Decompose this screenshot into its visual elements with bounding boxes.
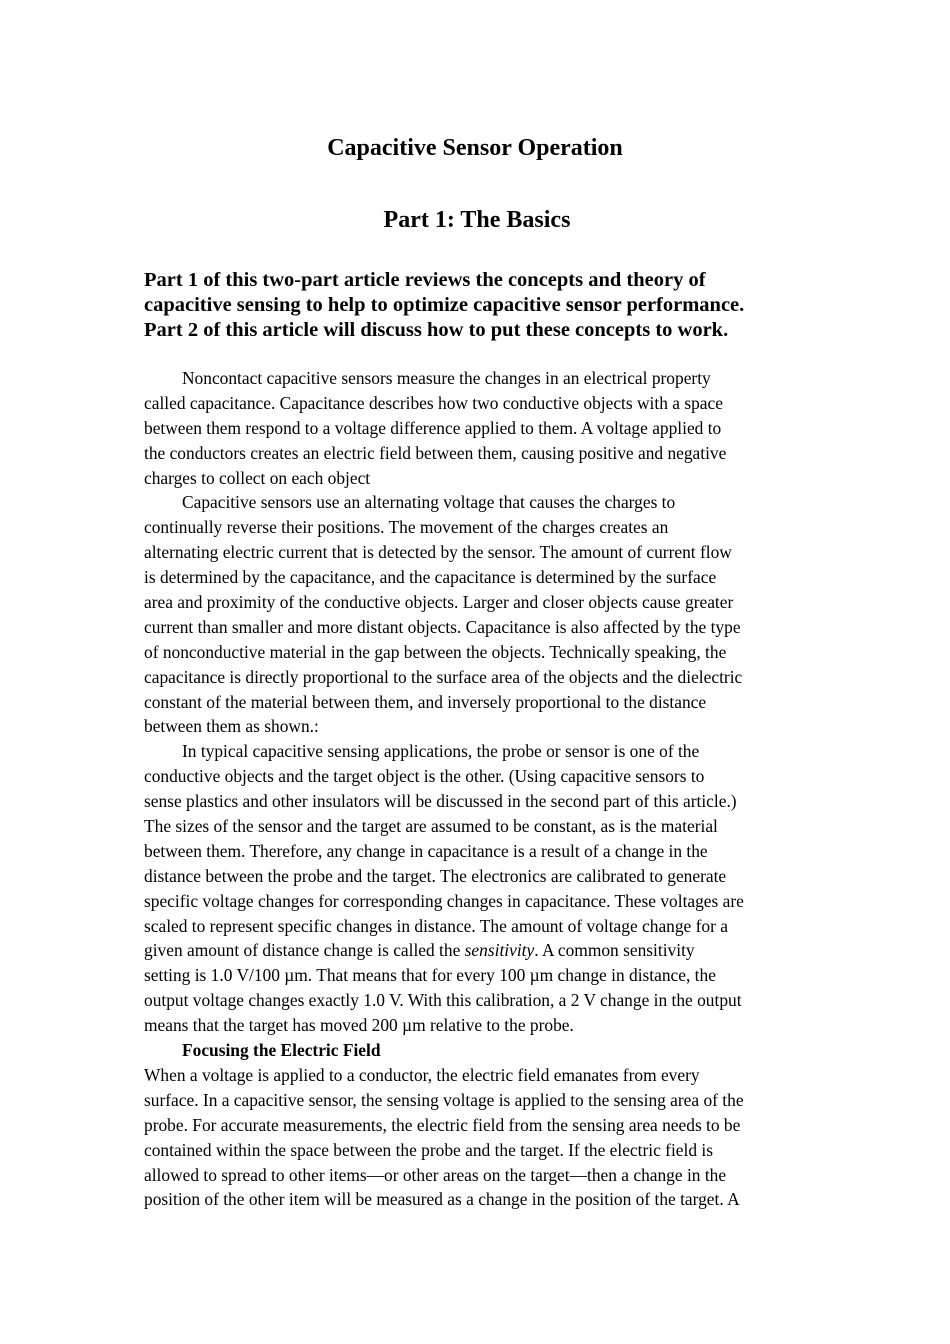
- body-line: When a voltage is applied to a conductor, the electric field emanates from every: [144, 1064, 700, 1085]
- body-line: specific voltage changes for corresponding changes in capacitance. These voltages are: [144, 890, 744, 911]
- body-line: scaled to represent specific changes in distance. The amount of voltage change for a: [144, 915, 728, 936]
- section-heading: Focusing the Electric Field: [182, 1040, 381, 1061]
- body-line: between them. Therefore, any change in capacitance is a result of a change in the: [144, 840, 708, 861]
- body-line: The sizes of the sensor and the target are assumed to be constant, as is the material: [144, 816, 718, 837]
- body-line: alternating electric current that is detected by the sensor. The amount of current flow: [144, 542, 732, 563]
- body-line: between them as shown.:: [144, 716, 319, 737]
- body-line: conductive objects and the target object is the other. (Using capacitive sensors to: [144, 766, 705, 787]
- body-line: charges to collect on each object: [144, 467, 371, 488]
- body-line: [144, 938, 808, 963]
- body-line: between them respond to a voltage difference applied to them. A voltage applied to: [144, 417, 722, 438]
- body-line: capacitance is directly proportional to the surface area of the objects and the dielectric: [144, 666, 743, 687]
- abstract: [144, 268, 808, 343]
- body-line-part: given amount of distance change is called the: [144, 940, 465, 961]
- body-line: called capacitance. Capacitance describes how two conductive objects with a space: [144, 392, 723, 413]
- body-line: constant of the material between them, and inversely proportional to the distance: [144, 691, 707, 712]
- document-subtitle: Part 1: The Basics: [383, 207, 571, 233]
- body-line: current than smaller and more distant objects. Capacitance is also affected by the type: [144, 616, 741, 637]
- body-line: In typical capacitive sensing applications, the probe or sensor is one of the: [182, 741, 700, 762]
- body-line: probe. For accurate measurements, the electric field from the sensing area needs to be: [144, 1114, 741, 1135]
- body-line: position of the other item will be measured as a change in the position of the target. A: [144, 1189, 740, 1210]
- body-line: continually reverse their positions. The movement of the charges creates an: [144, 517, 669, 538]
- body-line: Noncontact capacitive sensors measure the changes in an electrical property: [182, 368, 711, 388]
- body-line: is determined by the capacitance, and the capacitance is determined by the surface: [144, 567, 717, 588]
- body-line: surface. In a capacitive sensor, the sensing voltage is applied to the sensing area of the: [144, 1089, 744, 1110]
- sensitivity-term: sensitivity: [464, 940, 535, 961]
- body-line: allowed to spread to other items—or other areas on the target—then a change in the: [144, 1164, 727, 1185]
- abstract-line: Part 2 of this article will discuss how to put these concepts to work.: [144, 319, 729, 341]
- body-line: output voltage changes exactly 1.0 V. With this calibration, a 2 V change in the output: [144, 990, 742, 1011]
- body-line: setting is 1.0 V/100 µm. That means that for every 100 µm change in distance, the: [144, 965, 716, 986]
- body-line: the conductors creates an electric field between them, causing positive and negative: [144, 442, 727, 463]
- body-line: distance between the probe and the target. The electronics are calibrated to generate: [144, 865, 727, 886]
- body-line: area and proximity of the conductive objects. Larger and closer objects cause greater: [144, 592, 734, 613]
- body-line: sense plastics and other insulators will be discussed in the second part of this article.): [144, 791, 737, 812]
- abstract-line: Part 1 of this two-part article reviews the concepts and theory of: [144, 269, 706, 291]
- body-line: Capacitive sensors use an alternating voltage that causes the charges to: [182, 492, 676, 513]
- abstract-line: capacitive sensing to help to optimize capacitive sensor performance.: [144, 294, 745, 316]
- body-text: [144, 366, 808, 1212]
- body-line-part: . A common sensitivity: [534, 940, 695, 961]
- document-title: Capacitive Sensor Operation: [327, 135, 623, 161]
- body-line: of nonconductive material in the gap between the objects. Technically speaking, the: [144, 641, 727, 662]
- body-line: contained within the space between the probe and the target. If the electric field is: [144, 1139, 713, 1160]
- body-line: means that the target has moved 200 µm relative to the probe.: [144, 1015, 574, 1036]
